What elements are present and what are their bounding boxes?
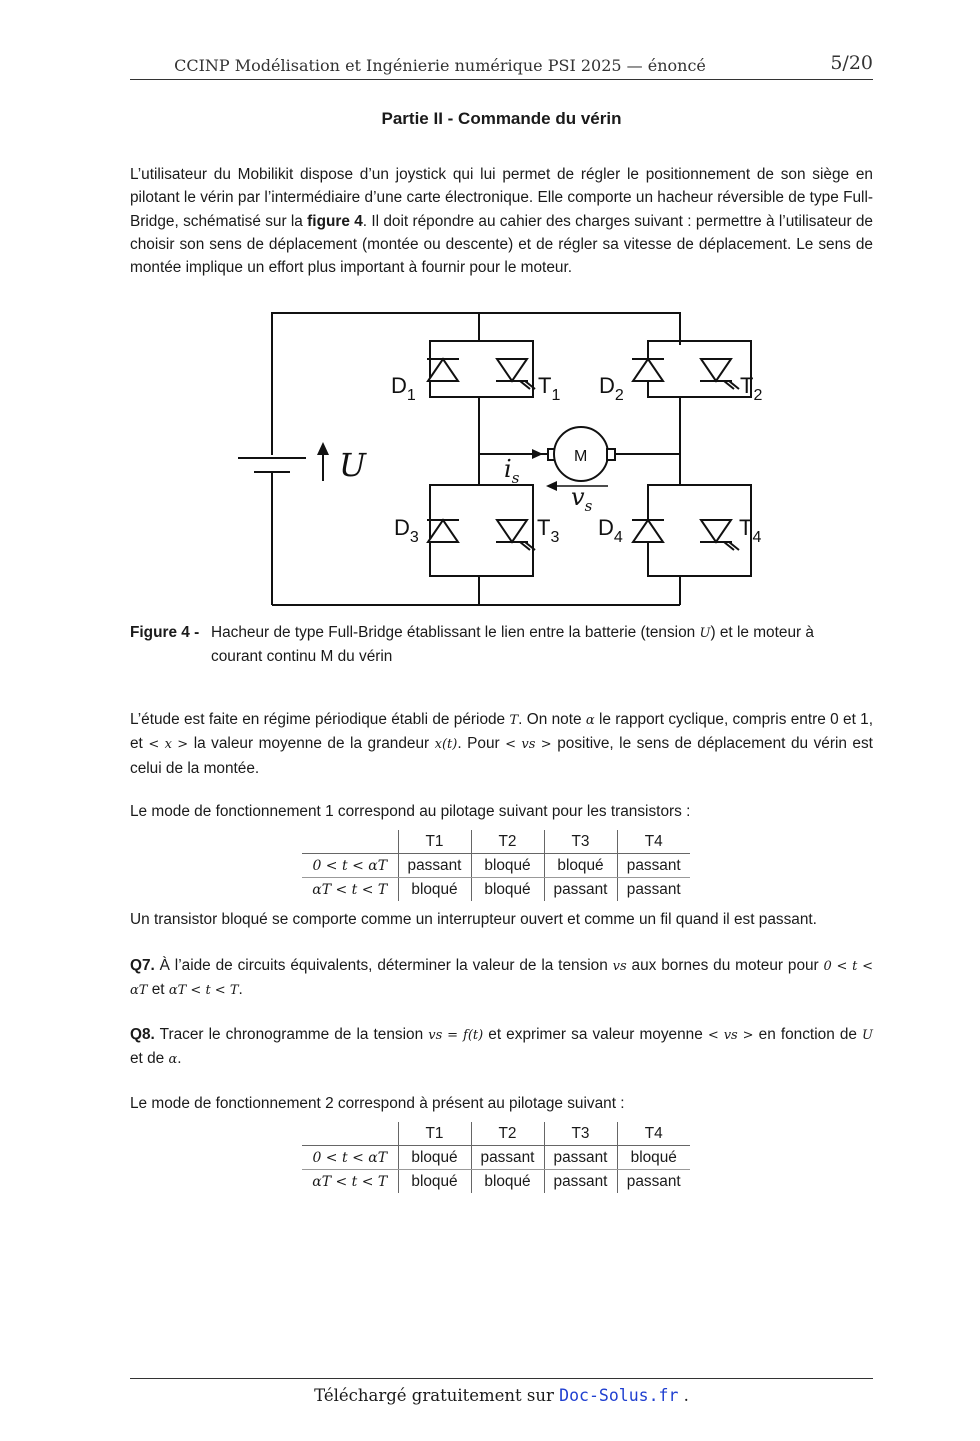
label-d1: $D_1$: [391, 373, 416, 404]
table-row: 0 < t < αT bloqué passant passant bloqué: [302, 1146, 690, 1170]
question-q7: Q7. À l’aide de circuits équivalents, déterminer la valeur de la tension vs aux bornes du moteur pour 0 < t < αT et αT < t < T.: [130, 957, 873, 999]
table-row: 0 < t < αT passant bloqué bloqué passant: [302, 854, 690, 878]
header-t2: T2: [471, 830, 544, 854]
diode-d2-symbol: [633, 359, 663, 381]
header-t1: T1: [398, 830, 471, 854]
label-motor: M: [574, 448, 588, 465]
caption-line-2: courant continu M du vérin: [211, 648, 393, 665]
label-t1: $T_1$: [538, 373, 561, 404]
mode-2-intro: Le mode de fonctionnement 2 correspond à présent au pilotage suivant :: [130, 1095, 625, 1112]
header-t3: T3: [544, 1122, 617, 1146]
intro-paragraph: [130, 163, 873, 279]
page-footer: Téléchargé gratuitement sur Doc-Solus.fr .: [314, 1386, 689, 1405]
q8-label: Q8.: [130, 1026, 155, 1043]
label-d2: $D_2$: [599, 373, 624, 404]
footer-divider: [130, 1378, 873, 1379]
label-t4: $T_4$: [739, 515, 762, 546]
caption-u: U: [699, 626, 711, 641]
header-t3: T3: [544, 830, 617, 854]
page-number: 5/20: [830, 52, 873, 74]
study-paragraph: L’étude est faite en régime périodique établi de période T. On note α le rapport cyclique, compris entre 0 et 1, et < x > la valeur moyenne de la grandeur x(t). Pour < vs > positive, le sens de déplacement du vérin est celui de la montée.: [130, 711, 874, 777]
label-d4: $D_4$: [598, 515, 623, 546]
table-row: αT < t < T bloqué bloqué passant passant: [302, 878, 690, 902]
full-bridge-circuit-diagram: [236, 305, 776, 610]
table-row: αT < t < T bloqué bloqué passant passant: [302, 1170, 690, 1194]
page-header: [130, 52, 873, 80]
question-q8: Q8. Tracer le chronogramme de la tension vs = f(t) et exprimer sa valeur moyenne < vs > en fonction de U et de α.: [130, 1026, 874, 1068]
section-title: Partie II - Commande du vérin: [381, 109, 622, 128]
diode-d4-symbol: [633, 520, 663, 542]
caption-label: Figure 4 -: [130, 624, 200, 641]
label-d3: $D_3$: [394, 515, 419, 546]
u-arrow: [317, 442, 329, 455]
caption-text-2: ) et le moteur à: [710, 624, 814, 641]
label-t2: $T_2$: [740, 373, 763, 404]
label-vs: $v_s$: [571, 483, 593, 515]
doc-solus-link[interactable]: Doc-Solus.fr: [559, 1386, 679, 1405]
voltage-arrow: [546, 481, 557, 491]
header-t1: T1: [398, 1122, 471, 1146]
diode-d1-symbol: [428, 359, 458, 381]
top-rail: [272, 313, 680, 435]
mode-1-table: [302, 830, 690, 901]
diode-d3-symbol: [428, 520, 458, 542]
transistor-t4-symbol: [701, 520, 731, 542]
transistor-t1-symbol: [497, 359, 527, 381]
mode-2-table: [302, 1122, 690, 1193]
header-title: CCINP Modélisation et Ingénierie numérique PSI 2025 — énoncé: [174, 56, 706, 75]
caption-text-1: Hacheur de type Full-Bridge établissant le lien entre la batterie (tension: [211, 624, 700, 641]
header-t4: T4: [617, 830, 690, 854]
transistor-note: Un transistor bloqué se comporte comme un interrupteur ouvert et comme un fil quand il est passant.: [130, 911, 817, 928]
q7-label: Q7.: [130, 957, 155, 974]
transistor-t3-symbol: [497, 520, 527, 542]
mode-1-intro: Le mode de fonctionnement 1 correspond au pilotage suivant pour les transistors :: [130, 803, 691, 820]
header-t4: T4: [617, 1122, 690, 1146]
label-is: $i_s$: [504, 455, 520, 487]
current-arrow: [532, 449, 543, 459]
intro-text-2: . Il doit répondre au cahier des charges suivant : permettre à l’utilisateur de choisir son sens de déplacement (montée ou descente) et de régler sa vitesse de déplacement. Le sens de montée implique un effort plus important à fournir pour le moteur.: [130, 212, 873, 277]
label-t3: $T_3$: [537, 515, 560, 546]
label-u: U: [339, 446, 366, 484]
figure-caption: [130, 621, 873, 668]
figure-reference: figure 4: [307, 212, 363, 230]
intro-text-1: L’utilisateur du Mobilikit dispose d’un joystick qui lui permet de régler le positionnement de son siège en pilotant le vérin par l’intermédiaire d’une carte électronique. Elle comporte un hacheur réversible de type Full-Bridge, schématisé sur la: [130, 166, 873, 230]
header-t2: T2: [471, 1122, 544, 1146]
transistor-t2-symbol: [701, 359, 731, 381]
